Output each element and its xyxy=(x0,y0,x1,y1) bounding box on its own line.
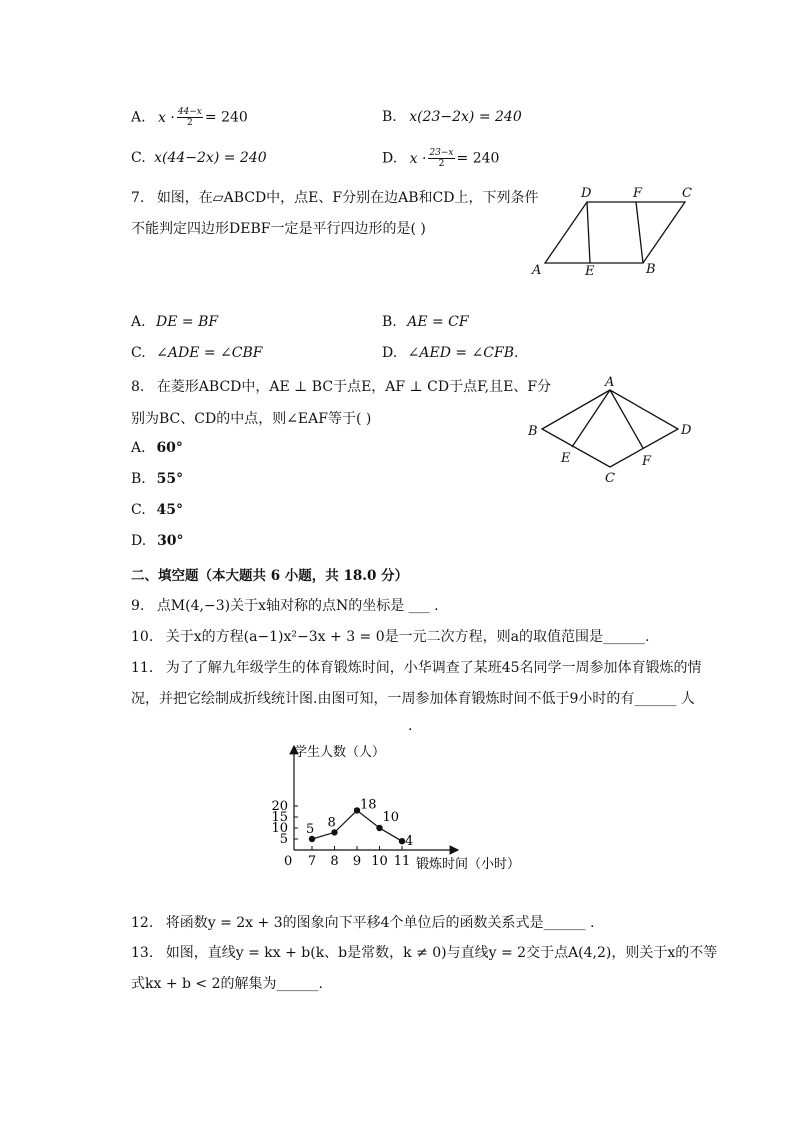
question-number: 13. xyxy=(131,945,154,961)
x-axis-label: 锻炼时间（小时） xyxy=(416,857,521,872)
question-number: 8. xyxy=(131,379,145,395)
data-label: 18 xyxy=(360,797,377,813)
option-text: ∠AED = ∠CFB. xyxy=(407,345,519,361)
q7-line2: 不能判定四边形DEBF一定是平行四边形的是( ) xyxy=(131,221,426,237)
y-tick-label: 20 xyxy=(271,799,288,814)
q8-option-d xyxy=(131,533,184,549)
q13-line1 xyxy=(131,942,717,962)
option-label: A. xyxy=(131,109,146,126)
option-label: B. xyxy=(382,314,397,330)
fraction: $\frac{23-x}{2}$ xyxy=(429,148,454,169)
option-pre: x · xyxy=(158,109,175,126)
option-text: 60° xyxy=(156,440,183,456)
question-text: 将函数y = 2x + 3的图象向下平移4个单位后的函数关系式是______ . xyxy=(165,915,595,931)
option-text: ∠ADE = ∠CBF xyxy=(156,345,263,361)
question-text: 点M(4,−3)关于x轴对称的点N的坐标是 ___ . xyxy=(156,598,439,614)
q13-line2: 式kx + b < 2的解集为______. xyxy=(131,976,323,992)
y-tick-label: 5 xyxy=(279,832,288,847)
y-tick-label: 10 xyxy=(271,821,288,836)
option-label: C. xyxy=(131,502,146,518)
section-title: 二、填空题（本大题共 6 小题，共 18.0 分） xyxy=(131,568,409,584)
question-text: 关于x的方程(a−1)x²−3x + 3 = 0是一元二次方程，则a的取值范围是______. xyxy=(165,629,650,645)
option-post: = 240 xyxy=(204,109,248,126)
x-tick-label: 8 xyxy=(330,854,339,869)
q7-option-b xyxy=(382,314,469,330)
x-tick-label: 11 xyxy=(393,854,411,869)
question-number: 7. xyxy=(131,190,145,206)
vertex-label-f: F xyxy=(633,186,643,201)
option-label: A. xyxy=(131,440,146,456)
vertex-label-d: D xyxy=(681,423,692,438)
data-label: 10 xyxy=(382,810,400,825)
fraction: $\frac{44-x}{2}$ xyxy=(177,107,202,128)
vertex-label-d: D xyxy=(581,186,592,201)
vertex-label-e: E xyxy=(561,451,571,466)
q8-line2: 别为BC、CD的中点，则∠EAF等于( ) xyxy=(131,411,372,427)
q8-option-a xyxy=(131,440,183,456)
q6-option-a xyxy=(131,107,248,128)
question-number: 9. xyxy=(131,598,145,614)
question-number: 12. xyxy=(131,915,154,931)
vertex-label-c: C xyxy=(682,186,692,201)
y-tick-label: 15 xyxy=(271,810,288,825)
parallelogram-abcd xyxy=(545,202,685,263)
vertex-label-c: C xyxy=(605,471,615,486)
option-text: x(44−2x) = 240 xyxy=(154,150,267,166)
q6-option-d xyxy=(382,148,499,169)
segment-ae xyxy=(572,390,610,447)
x-tick-label: 10 xyxy=(371,854,388,869)
q11-line-chart xyxy=(268,738,538,878)
vertex-label-a: A xyxy=(605,375,615,390)
origin-label: 0 xyxy=(284,854,293,869)
data-label: 4 xyxy=(405,834,414,850)
segment-fb xyxy=(636,202,643,263)
q7-option-a xyxy=(131,314,218,330)
question-text: 如图，直线y = kx + b(k、b是常数，k ≠ 0)与直线y = 2交于点A(4,2)，则关于x的不等 xyxy=(165,945,718,961)
option-label: D. xyxy=(131,533,147,549)
question-number: 11. xyxy=(131,660,154,676)
option-text: 55° xyxy=(156,471,184,487)
data-label: 8 xyxy=(327,815,336,831)
option-text: 45° xyxy=(156,502,184,518)
x-tick-label: 9 xyxy=(352,854,362,869)
q12 xyxy=(131,912,594,932)
option-label: C. xyxy=(131,150,146,166)
q10 xyxy=(131,626,649,646)
q6-option-b xyxy=(382,109,522,125)
option-label: D. xyxy=(382,150,398,167)
q7-option-d xyxy=(382,345,518,361)
option-label: A. xyxy=(131,314,146,330)
data-label: 5 xyxy=(306,822,315,837)
q8-line1 xyxy=(131,376,551,396)
segment-af xyxy=(610,390,643,448)
q11-line2: 况，并把它绘制成折线统计图.由图可知，一周参加体育锻炼时间不低于9小时的有______ 人 xyxy=(131,691,695,707)
option-label: D. xyxy=(382,345,398,361)
segment-de xyxy=(587,202,590,263)
vertex-label-b: B xyxy=(646,262,656,277)
q7-parallelogram-figure xyxy=(525,183,700,281)
x-tick-label: 7 xyxy=(307,854,317,869)
q11-line1 xyxy=(131,657,702,677)
question-number: 10. xyxy=(131,629,154,645)
option-label: B. xyxy=(131,471,146,487)
option-text: 30° xyxy=(157,533,184,549)
option-text: DE = BF xyxy=(156,314,219,330)
option-pre: x · xyxy=(409,150,427,167)
question-text: 如图，在▱ABCD中，点E、F分别在边AB和CD上，下列条件 xyxy=(156,190,539,206)
vertex-label-f: F xyxy=(642,454,652,469)
vertex-label-b: B xyxy=(528,424,538,439)
q11-line3: . xyxy=(408,718,413,734)
q8-rhombus-figure xyxy=(522,372,702,487)
question-text: 为了了解九年级学生的体育锻炼时间，小华调查了某班45名同学一周参加体育锻炼的情 xyxy=(165,660,702,676)
vertex-label-a: A xyxy=(532,263,542,278)
question-text: 在菱形ABCD中，AE ⊥ BC于点E，AF ⊥ CD于点F,且E、F分 xyxy=(156,379,552,395)
q7-option-c xyxy=(131,345,263,361)
q8-option-c xyxy=(131,502,183,518)
q6-option-c xyxy=(131,150,267,166)
y-axis-label: 学生人数（人） xyxy=(294,745,386,760)
option-text: AE = CF xyxy=(407,314,469,330)
q7-line1 xyxy=(131,187,538,207)
q9 xyxy=(131,595,439,615)
option-label: C. xyxy=(131,345,146,361)
vertex-label-e: E xyxy=(585,264,595,279)
q8-option-b xyxy=(131,471,183,487)
option-post: = 240 xyxy=(456,150,500,167)
option-label: B. xyxy=(382,109,397,125)
option-text: x(23−2x) = 240 xyxy=(409,109,522,125)
data-point xyxy=(376,825,382,831)
